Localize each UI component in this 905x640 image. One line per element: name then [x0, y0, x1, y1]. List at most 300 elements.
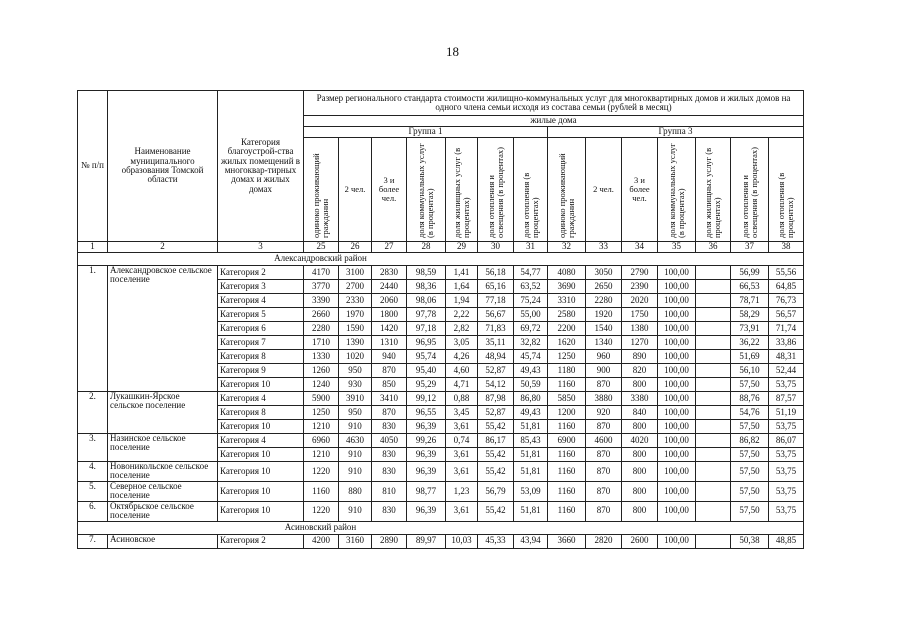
value-cell: 1210 [304, 420, 339, 434]
value-cell: 870 [586, 462, 622, 482]
value-cell: 800 [622, 501, 658, 521]
column-number: 30 [478, 242, 514, 253]
value-cell: 1160 [548, 420, 586, 434]
column-number: 26 [339, 242, 372, 253]
value-cell: 100,00 [658, 364, 696, 378]
value-cell: 870 [586, 481, 622, 501]
value-cell: 6960 [304, 434, 339, 448]
value-cell: 1020 [339, 350, 372, 364]
group3-subcol-header [548, 138, 586, 242]
value-cell: 800 [622, 420, 658, 434]
subcol-label: доля отопления (в процентах) [776, 172, 795, 238]
value-cell: 56,57 [769, 308, 804, 322]
value-cell: 54,76 [731, 406, 769, 420]
value-cell: 920 [586, 406, 622, 420]
group1-subcol-header [514, 138, 548, 242]
subcol-label: доля отопления и освещения (в процентах) [739, 146, 759, 238]
entry-number: 3. [78, 434, 108, 462]
value-cell: 2790 [622, 266, 658, 280]
value-cell: 98,06 [407, 294, 446, 308]
value-cell: 48,31 [769, 350, 804, 364]
value-cell: 85,43 [514, 434, 548, 448]
value-cell: 1160 [548, 448, 586, 462]
value-cell: 100,00 [658, 392, 696, 406]
value-cell: 71,83 [478, 322, 514, 336]
value-cell: 1160 [548, 462, 586, 482]
value-cell: 800 [622, 378, 658, 392]
value-cell [696, 308, 731, 322]
value-cell: 2060 [372, 294, 407, 308]
value-cell: 2280 [304, 322, 339, 336]
col-num-header: № п/п [78, 91, 108, 242]
value-cell: 51,81 [514, 448, 548, 462]
value-cell: 57,50 [731, 378, 769, 392]
value-cell: 100,00 [658, 420, 696, 434]
entry-number: 5. [78, 481, 108, 501]
value-cell: 77,18 [478, 294, 514, 308]
value-cell: 100,00 [658, 434, 696, 448]
value-cell: 100,00 [658, 462, 696, 482]
value-cell: 1200 [548, 406, 586, 420]
value-cell: 2830 [372, 266, 407, 280]
group1-subcol-header [478, 138, 514, 242]
value-cell: 95,29 [407, 378, 446, 392]
category-cell: Категория 10 [218, 481, 304, 501]
value-cell: 5900 [304, 392, 339, 406]
column-number: 36 [696, 242, 731, 253]
value-cell: 870 [586, 501, 622, 521]
value-cell: 75,24 [514, 294, 548, 308]
group3-subcol-header [731, 138, 769, 242]
value-cell [696, 336, 731, 350]
table-title: Размер регионального стандарта стоимости жилищно-коммунальных услуг для многоквартирных домов и жилых домов на одного члена семьи исходя из состава семьи (рублей в месяц) [304, 91, 804, 116]
value-cell: 800 [622, 448, 658, 462]
table-row [78, 434, 804, 448]
value-cell: 1160 [548, 481, 586, 501]
subcol-label: доля жилищных услуг (в процентах) [703, 147, 722, 238]
table-row [78, 392, 804, 406]
district-name: Асиновский район [284, 521, 357, 532]
value-cell: 55,42 [478, 501, 514, 521]
value-cell: 95,74 [407, 350, 446, 364]
group3-subcol-header [622, 138, 658, 242]
value-cell: 1270 [622, 336, 658, 350]
value-cell: 830 [372, 462, 407, 482]
subcol-label: 3 и более чел. [378, 175, 400, 203]
value-cell: 830 [372, 448, 407, 462]
table-row [78, 266, 804, 280]
value-cell: 96,55 [407, 406, 446, 420]
value-cell: 2020 [622, 294, 658, 308]
value-cell: 73,91 [731, 322, 769, 336]
subcol-label: 3 и более чел. [629, 175, 650, 203]
category-cell: Категория 6 [218, 322, 304, 336]
value-cell [696, 481, 731, 501]
value-cell: 53,75 [769, 420, 804, 434]
value-cell: 55,42 [478, 462, 514, 482]
value-cell: 910 [339, 462, 372, 482]
value-cell: 810 [372, 481, 407, 501]
group1-subcol-header [372, 138, 407, 242]
entry-number: 7. [78, 534, 108, 548]
municipality-name: Лукашкин-Ярское сельское поселение [108, 392, 218, 434]
municipality-name: Новоникольское сельское поселение [108, 462, 218, 482]
value-cell: 100,00 [658, 294, 696, 308]
column-number: 29 [446, 242, 478, 253]
value-cell: 55,42 [478, 448, 514, 462]
value-cell: 3050 [586, 266, 622, 280]
value-cell: 96,39 [407, 462, 446, 482]
value-cell: 64,85 [769, 280, 804, 294]
value-cell: 0,88 [446, 392, 478, 406]
value-cell: 950 [339, 406, 372, 420]
value-cell: 3690 [548, 280, 586, 294]
value-cell: 99,26 [407, 434, 446, 448]
value-cell: 3100 [339, 266, 372, 280]
group1-subcol-header [304, 138, 339, 242]
value-cell: 1250 [548, 350, 586, 364]
value-cell: 3660 [548, 534, 586, 548]
value-cell: 930 [339, 378, 372, 392]
entry-number: 6. [78, 501, 108, 521]
value-cell [696, 378, 731, 392]
value-cell: 800 [622, 462, 658, 482]
value-cell: 1220 [304, 501, 339, 521]
table-subtitle: жилые дома [304, 116, 804, 127]
value-cell: 35,11 [478, 336, 514, 350]
value-cell: 43,94 [514, 534, 548, 548]
subcol-label: доля коммунальных услуг (в процентах) [666, 142, 686, 238]
value-cell: 1240 [304, 378, 339, 392]
value-cell: 76,73 [769, 294, 804, 308]
category-cell: Категория 10 [218, 378, 304, 392]
value-cell: 4080 [548, 266, 586, 280]
value-cell: 100,00 [658, 534, 696, 548]
column-number: 38 [769, 242, 804, 253]
value-cell: 51,69 [731, 350, 769, 364]
value-cell: 1180 [548, 364, 586, 378]
value-cell: 1750 [622, 308, 658, 322]
category-cell: Категория 2 [218, 534, 304, 548]
value-cell [696, 294, 731, 308]
value-cell: 56,99 [731, 266, 769, 280]
value-cell: 100,00 [658, 350, 696, 364]
value-cell: 2440 [372, 280, 407, 294]
value-cell: 100,00 [658, 266, 696, 280]
value-cell [696, 501, 731, 521]
value-cell: 5850 [548, 392, 586, 406]
value-cell: 45,33 [478, 534, 514, 548]
value-cell: 53,75 [769, 501, 804, 521]
value-cell: 1250 [304, 406, 339, 420]
value-cell: 840 [622, 406, 658, 420]
category-cell: Категория 2 [218, 266, 304, 280]
value-cell: 2820 [586, 534, 622, 548]
value-cell: 36,22 [731, 336, 769, 350]
value-cell: 1420 [372, 322, 407, 336]
value-cell: 0,74 [446, 434, 478, 448]
value-cell: 48,94 [478, 350, 514, 364]
value-cell: 97,78 [407, 308, 446, 322]
value-cell: 3770 [304, 280, 339, 294]
value-cell: 2600 [622, 534, 658, 548]
value-cell: 96,95 [407, 336, 446, 350]
value-cell [696, 350, 731, 364]
category-cell: Категория 4 [218, 294, 304, 308]
value-cell: 3380 [622, 392, 658, 406]
value-cell: 1340 [586, 336, 622, 350]
value-cell: 69,72 [514, 322, 548, 336]
municipality-name: Северное сельское поселение [108, 481, 218, 501]
column-number: 31 [514, 242, 548, 253]
category-cell: Категория 9 [218, 364, 304, 378]
value-cell: 1620 [548, 336, 586, 350]
value-cell: 1390 [339, 336, 372, 350]
category-cell: Категория 10 [218, 448, 304, 462]
value-cell: 2390 [622, 280, 658, 294]
value-cell: 2580 [548, 308, 586, 322]
value-cell: 50,59 [514, 378, 548, 392]
value-cell: 53,09 [514, 481, 548, 501]
value-cell: 1,94 [446, 294, 478, 308]
value-cell: 890 [622, 350, 658, 364]
district-row [78, 253, 804, 266]
value-cell: 2280 [586, 294, 622, 308]
column-number: 27 [372, 242, 407, 253]
group3-header: Группа 3 [548, 127, 804, 138]
value-cell: 53,75 [769, 378, 804, 392]
value-cell: 1,23 [446, 481, 478, 501]
value-cell: 99,12 [407, 392, 446, 406]
value-cell: 71,74 [769, 322, 804, 336]
col-category-header: Категория благоустрой-ства жилых помещений в многоквар-тирных домах и жилых домах [218, 91, 304, 242]
value-cell: 2330 [339, 294, 372, 308]
column-number: 25 [304, 242, 339, 253]
value-cell: 66,53 [731, 280, 769, 294]
value-cell: 32,82 [514, 336, 548, 350]
value-cell: 3,61 [446, 462, 478, 482]
value-cell: 4630 [339, 434, 372, 448]
value-cell [696, 534, 731, 548]
value-cell: 3310 [548, 294, 586, 308]
value-cell: 52,87 [478, 406, 514, 420]
value-cell: 3910 [339, 392, 372, 406]
column-number: 35 [658, 242, 696, 253]
value-cell: 57,50 [731, 462, 769, 482]
value-cell: 3,05 [446, 336, 478, 350]
group1-subcol-header [446, 138, 478, 242]
value-cell: 3160 [339, 534, 372, 548]
value-cell: 98,77 [407, 481, 446, 501]
value-cell: 51,81 [514, 501, 548, 521]
subcol-label: доля жилищных услуг (в процентах) [451, 147, 471, 238]
value-cell: 65,16 [478, 280, 514, 294]
municipality-name: Октябрьское сельское поселение [108, 501, 218, 521]
category-cell: Категория 8 [218, 406, 304, 420]
category-cell: Категория 4 [218, 434, 304, 448]
subcol-label: одиноко проживающий гражданин [556, 152, 576, 238]
value-cell: 1260 [304, 364, 339, 378]
municipality-name: Асиновское [108, 534, 218, 548]
value-cell: 3880 [586, 392, 622, 406]
value-cell: 4170 [304, 266, 339, 280]
value-cell: 51,81 [514, 462, 548, 482]
value-cell [696, 280, 731, 294]
value-cell: 1160 [548, 378, 586, 392]
district-row [78, 521, 804, 534]
value-cell: 3390 [304, 294, 339, 308]
group3-subcol-header [769, 138, 804, 242]
municipality-name: Александровское сельское поселение [108, 266, 218, 392]
value-cell [696, 406, 731, 420]
value-cell: 56,10 [731, 364, 769, 378]
value-cell: 1710 [304, 336, 339, 350]
table-row [78, 462, 804, 482]
value-cell: 4200 [304, 534, 339, 548]
value-cell: 1800 [372, 308, 407, 322]
subcol-label: доля коммунальных услуг (в процентах) [416, 142, 435, 238]
value-cell [696, 462, 731, 482]
value-cell: 88,76 [731, 392, 769, 406]
value-cell: 51,19 [769, 406, 804, 420]
value-cell: 57,50 [731, 501, 769, 521]
value-cell [696, 434, 731, 448]
category-cell: Категория 8 [218, 350, 304, 364]
value-cell: 850 [372, 378, 407, 392]
value-cell: 1210 [304, 448, 339, 462]
value-cell: 870 [586, 378, 622, 392]
value-cell: 100,00 [658, 406, 696, 420]
value-cell: 1220 [304, 462, 339, 482]
subcol-label: доля отопления и освещения (в процентах) [485, 146, 505, 238]
value-cell: 100,00 [658, 378, 696, 392]
value-cell: 950 [339, 364, 372, 378]
column-number: 32 [548, 242, 586, 253]
value-cell: 52,87 [478, 364, 514, 378]
value-cell: 50,38 [731, 534, 769, 548]
value-cell: 78,71 [731, 294, 769, 308]
value-cell: 880 [339, 481, 372, 501]
value-cell [696, 322, 731, 336]
subcol-label: 2 чел. [593, 184, 614, 195]
subcol-label: доля отопления (в процентах) [520, 172, 540, 238]
value-cell: 86,80 [514, 392, 548, 406]
table-row [78, 534, 804, 548]
group3-subcol-header [658, 138, 696, 242]
value-cell: 56,79 [478, 481, 514, 501]
value-cell: 54,12 [478, 378, 514, 392]
value-cell: 49,43 [514, 364, 548, 378]
value-cell: 100,00 [658, 308, 696, 322]
value-cell: 49,43 [514, 406, 548, 420]
value-cell: 96,39 [407, 448, 446, 462]
category-cell: Категория 10 [218, 420, 304, 434]
value-cell: 51,81 [514, 420, 548, 434]
group1-header: Группа 1 [304, 127, 548, 138]
value-cell: 57,50 [731, 420, 769, 434]
value-cell: 1160 [304, 481, 339, 501]
group3-subcol-header [586, 138, 622, 242]
column-number: 37 [731, 242, 769, 253]
subcol-label: одиноко проживающий гражданин [311, 152, 330, 238]
group1-subcol-header [339, 138, 372, 242]
value-cell: 100,00 [658, 481, 696, 501]
value-cell: 10,03 [446, 534, 478, 548]
value-cell: 4,60 [446, 364, 478, 378]
district-name: Александровский район [274, 253, 367, 264]
value-cell: 54,77 [514, 266, 548, 280]
value-cell: 86,82 [731, 434, 769, 448]
value-cell: 3,45 [446, 406, 478, 420]
value-cell: 3,61 [446, 501, 478, 521]
value-cell: 55,42 [478, 420, 514, 434]
entry-number: 2. [78, 392, 108, 434]
column-number: 1 [78, 242, 108, 253]
value-cell: 53,75 [769, 462, 804, 482]
value-cell: 1540 [586, 322, 622, 336]
page-number: 18 [446, 44, 459, 59]
col-name-header: Наименование муниципального образования Томской области [108, 91, 218, 242]
value-cell [696, 266, 731, 280]
value-cell: 820 [622, 364, 658, 378]
value-cell: 4020 [622, 434, 658, 448]
value-cell: 910 [339, 501, 372, 521]
value-cell: 56,18 [478, 266, 514, 280]
value-cell: 1,41 [446, 266, 478, 280]
value-cell: 53,75 [769, 481, 804, 501]
table-row [78, 481, 804, 501]
value-cell: 53,75 [769, 448, 804, 462]
value-cell: 96,39 [407, 501, 446, 521]
value-cell: 2700 [339, 280, 372, 294]
value-cell [696, 364, 731, 378]
value-cell: 1970 [339, 308, 372, 322]
value-cell: 86,07 [769, 434, 804, 448]
value-cell: 4,26 [446, 350, 478, 364]
value-cell: 1310 [372, 336, 407, 350]
group3-subcol-header [696, 138, 731, 242]
value-cell: 830 [372, 420, 407, 434]
value-cell: 1330 [304, 350, 339, 364]
value-cell: 89,97 [407, 534, 446, 548]
value-cell: 56,67 [478, 308, 514, 322]
value-cell: 95,40 [407, 364, 446, 378]
value-cell: 910 [339, 420, 372, 434]
value-cell: 98,59 [407, 266, 446, 280]
value-cell: 58,29 [731, 308, 769, 322]
value-cell: 52,44 [769, 364, 804, 378]
value-cell: 1160 [548, 501, 586, 521]
value-cell: 55,00 [514, 308, 548, 322]
value-cell: 1590 [339, 322, 372, 336]
value-cell: 3410 [372, 392, 407, 406]
column-number: 33 [586, 242, 622, 253]
value-cell [696, 448, 731, 462]
value-cell [696, 392, 731, 406]
value-cell: 1920 [586, 308, 622, 322]
value-cell: 96,39 [407, 420, 446, 434]
value-cell: 45,74 [514, 350, 548, 364]
value-cell: 1,64 [446, 280, 478, 294]
value-cell: 4,71 [446, 378, 478, 392]
value-cell: 870 [372, 364, 407, 378]
value-cell [696, 420, 731, 434]
standard-cost-table [77, 90, 804, 549]
value-cell: 870 [586, 448, 622, 462]
value-cell: 100,00 [658, 322, 696, 336]
value-cell: 870 [372, 406, 407, 420]
value-cell: 87,57 [769, 392, 804, 406]
